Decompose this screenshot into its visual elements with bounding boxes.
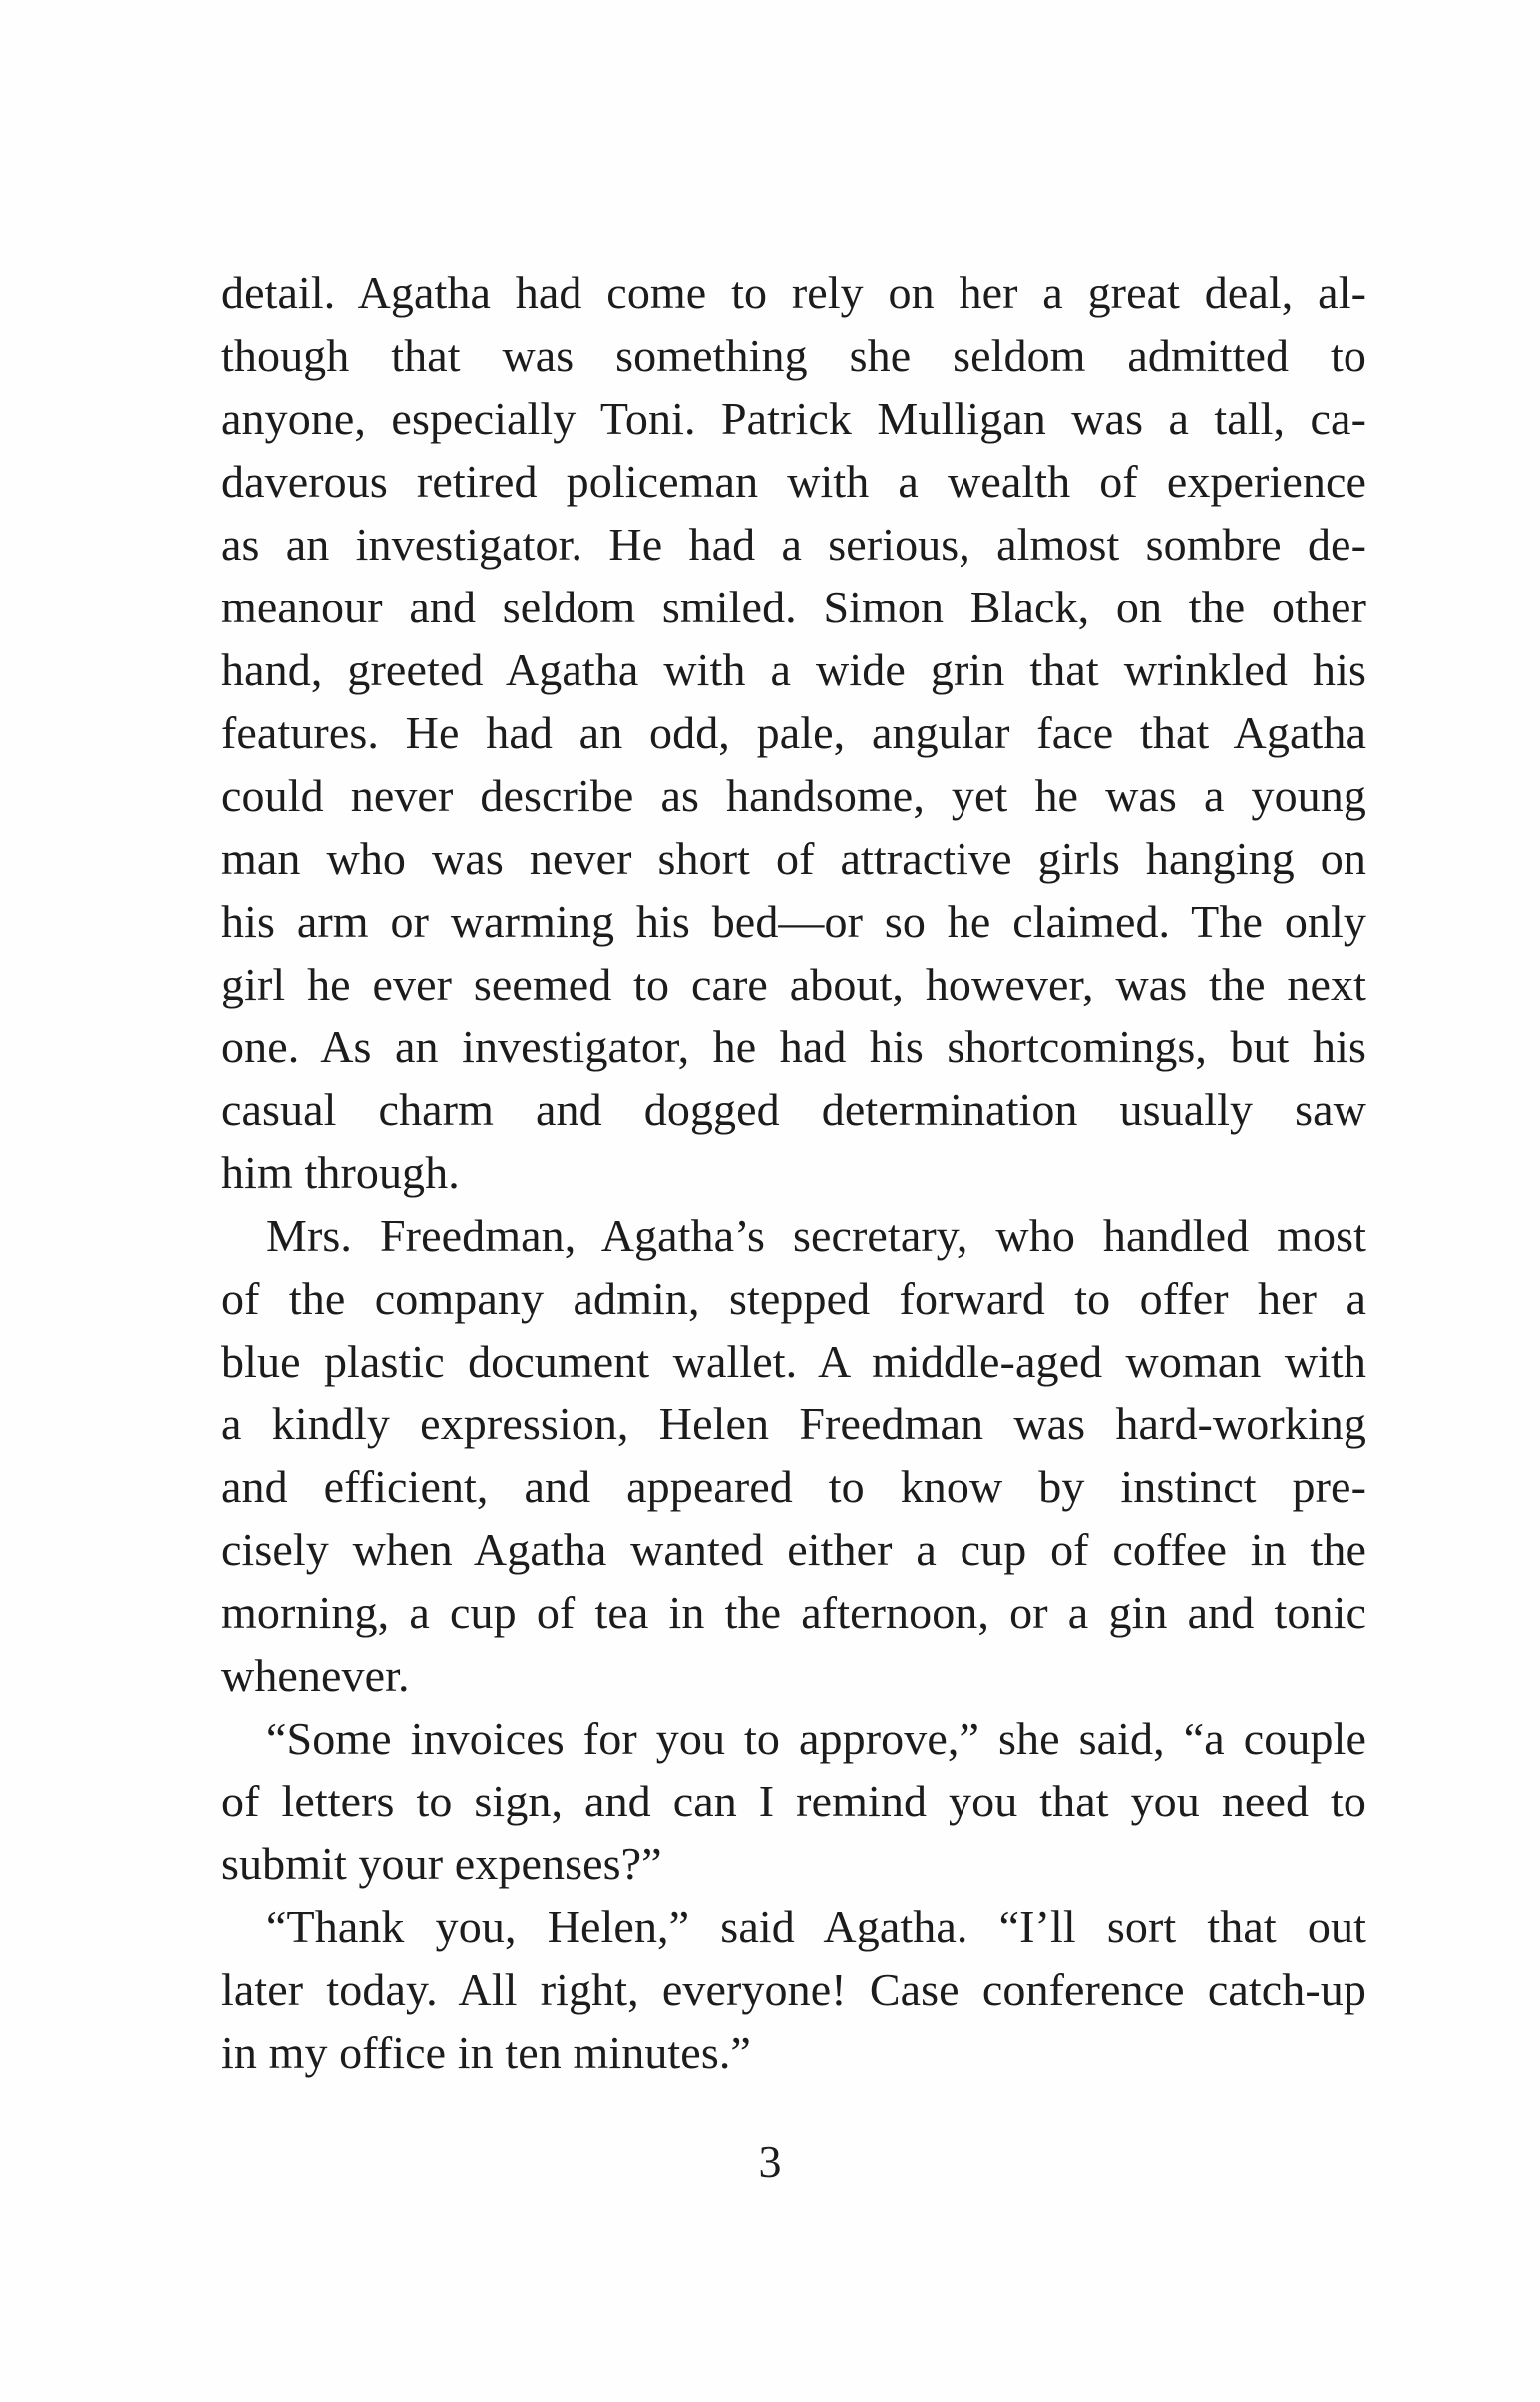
text-line: detail. Agatha had come to rely on her a great deal, al- (221, 267, 1366, 318)
text-line: could never describe as handsome, yet he was a young (221, 770, 1366, 821)
text-line: though that was something she seldom admitted to (221, 330, 1366, 381)
text-line: girl he ever seemed to care about, however, was the next (221, 959, 1366, 1009)
text-line: features. He had an odd, pale, angular face that Agatha (221, 707, 1366, 758)
text-line: of letters to sign, and can I remind you that you need to (221, 1776, 1366, 1826)
text-line: as an investigator. He had a serious, almost sombre de- (221, 519, 1366, 570)
text-line: “Thank you, Helen,” said Agatha. “I’ll sort that out (266, 1901, 1366, 1952)
text-line: meanour and seldom smiled. Simon Black, on the other (221, 582, 1366, 632)
text-line: morning, a cup of tea in the afternoon, or a gin and tonic (221, 1587, 1366, 1638)
text-line: submit your expenses?” (221, 1838, 662, 1889)
text-line: anyone, especially Toni. Patrick Mulligan was a tall, ca- (221, 393, 1366, 444)
page-number: 3 (758, 2136, 782, 2187)
text-line: his arm or warming his bed—or so he claimed. The only (221, 896, 1366, 947)
text-line: man who was never short of attractive girls hanging on (221, 833, 1366, 884)
text-line: “Some invoices for you to approve,” she said, “a couple (266, 1713, 1366, 1764)
text-line: a kindly expression, Helen Freedman was hard-working (221, 1399, 1366, 1449)
text-line: cisely when Agatha wanted either a cup of coffee in the (221, 1524, 1366, 1575)
text-line: and efficient, and appeared to know by instinct pre- (221, 1461, 1366, 1512)
text-line: Mrs. Freedman, Agatha’s secretary, who handled most (266, 1210, 1366, 1261)
body-text (221, 261, 1366, 2084)
text-line: him through. (221, 1147, 460, 1198)
text-line: blue plastic document wallet. A middle-aged woman with (221, 1336, 1366, 1387)
text-line: hand, greeted Agatha with a wide grin that wrinkled his (221, 644, 1366, 695)
text-line: casual charm and dogged determination usually saw (221, 1084, 1366, 1135)
text-line: daverous retired policeman with a wealth of experience (221, 456, 1366, 507)
text-line: one. As an investigator, he had his shortcomings, but his (221, 1021, 1366, 1072)
text-line: in my office in ten minutes.” (221, 2027, 751, 2078)
text-line: whenever. (221, 1650, 410, 1701)
text-line: later today. All right, everyone! Case conference catch-up (221, 1964, 1366, 2015)
text-line: of the company admin, stepped forward to offer her a (221, 1273, 1366, 1324)
